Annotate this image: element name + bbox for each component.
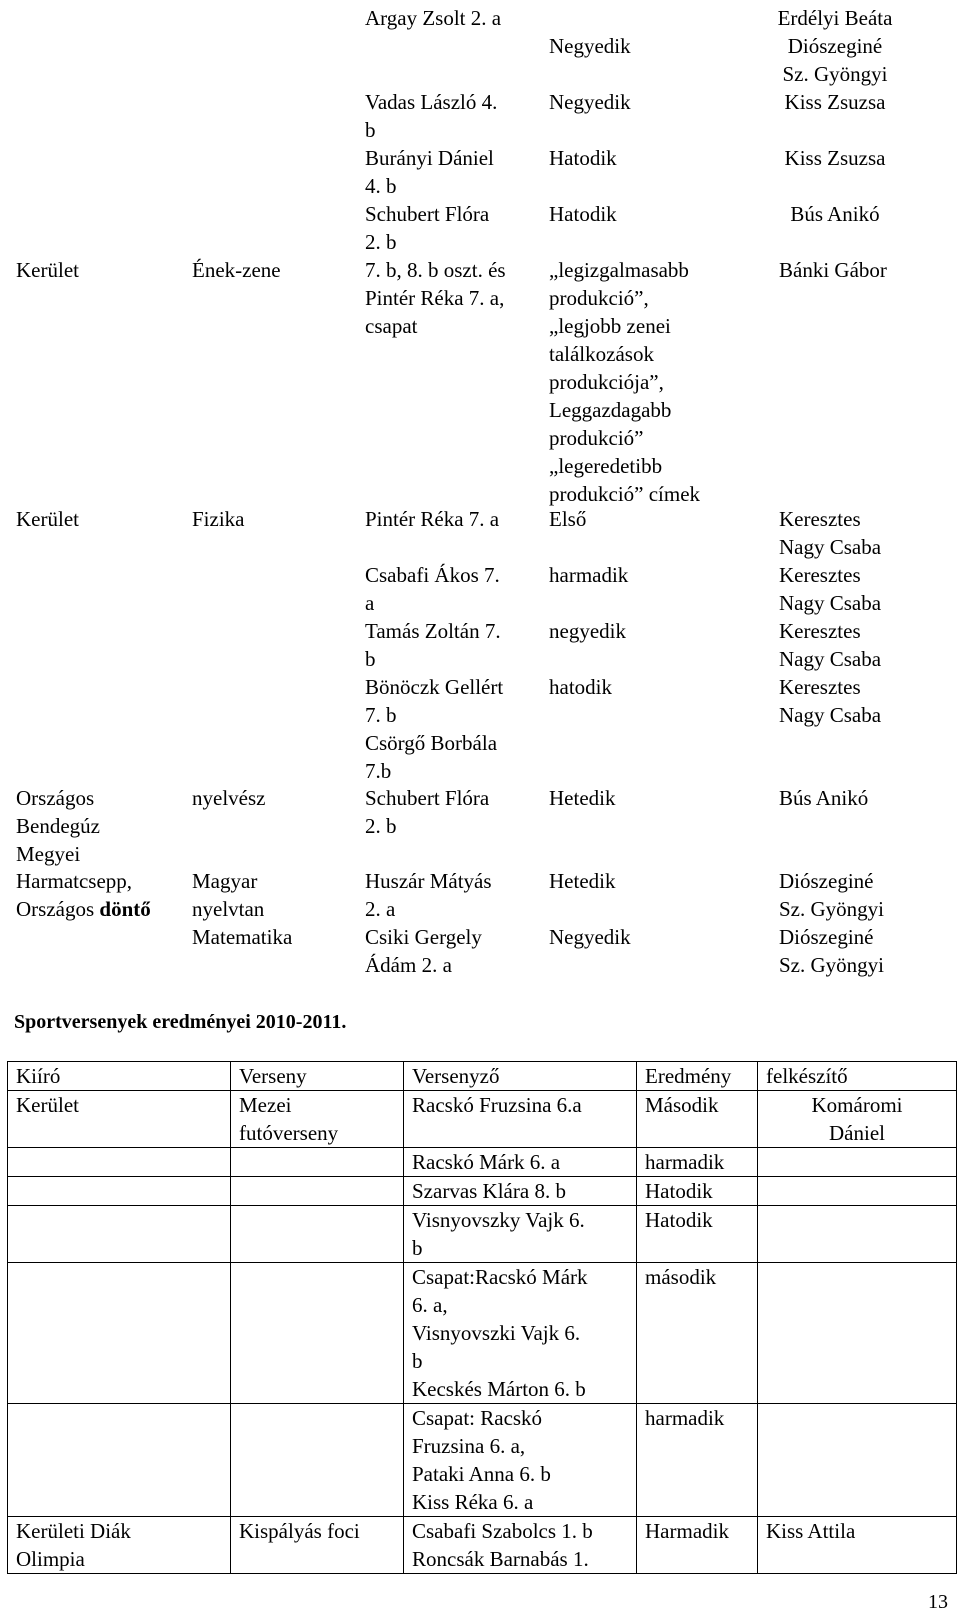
cell-teacher: Bús Anikó [779,786,869,810]
cell-versenyzo: Szarvas Klára 8. b [404,1177,637,1206]
cell-felkeszito [758,1206,957,1263]
cell-kiiro [8,1206,231,1263]
cell-result: negyedik [549,619,626,643]
cell-verseny [231,1206,404,1263]
table-row [8,1206,957,1263]
cell-teacher: Diószeginé Sz. Gyöngyi [779,869,884,921]
cell-kiiro: Kerületi Diák Olimpia [8,1517,231,1574]
table-row [8,1263,957,1404]
cell-result: harmadik [549,563,629,587]
cell-kiiro [8,1148,231,1177]
cell-verseny [231,1263,404,1404]
cell-teacher: Keresztes Nagy Csaba [779,563,882,615]
cell-teacher: Bánki Gábor [779,258,887,282]
cell-felkeszito: Kiss Attila [758,1517,957,1574]
cell-name: Bönöczk Gellért 7. b Csörgő Borbála 7.b [365,675,504,783]
cell-name: Csabafi Ákos 7. a [365,563,500,615]
cell-teacher: Erdélyi Beáta Diószeginé Sz. Gyöngyi [777,6,893,86]
cell-verseny [231,1177,404,1206]
cell-kiiro [8,1177,231,1206]
cell-subject: Matematika [192,925,293,949]
cell-name: Argay Zsolt 2. a [365,6,502,30]
cell-subject: Ének-zene [192,258,281,282]
cell-result: Negyedik [549,90,631,114]
cell-name: Pintér Réka 7. a [365,507,500,531]
cell-versenyzo: Racskó Fruzsina 6.a [404,1091,637,1148]
cell-eredmeny: Hatodik [637,1177,758,1206]
cell-result: „legizgalmasabb produkció”, „legjobb zenei találkozások produkciója”, Leggazdagabb produkció” „legeredetibb produkció” címek [549,258,701,506]
cell-teacher: Keresztes Nagy Csaba [779,619,882,671]
cell-teacher: Diószeginé Sz. Gyöngyi [779,925,884,977]
cell-felkeszito [758,1148,957,1177]
cell-versenyzo: Csapat:Racskó Márk 6. a, Visnyovszki Vajk 6. b Kecskés Márton 6. b [404,1263,637,1404]
table-row [8,1091,957,1148]
cell-teacher: Kiss Zsuzsa [784,90,886,114]
cell-felkeszito: Komáromi Dániel [758,1091,957,1148]
level-text-bold: döntő [99,897,151,921]
cell-subject: Fizika [192,507,245,531]
cell-result: hatodik [549,675,612,699]
header-verseny: Verseny [231,1062,404,1091]
cell-name: Burányi Dániel 4. b [365,146,494,198]
cell-name: Huszár Mátyás 2. a [365,869,492,921]
cell-result: Hatodik [549,202,617,226]
table-row [8,1148,957,1177]
cell-name: Schubert Flóra 2. b [365,202,490,254]
cell-versenyzo: Csabafi Szabolcs 1. b Roncsák Barnabás 1. [404,1517,637,1574]
cell-kiiro [8,1404,231,1517]
cell-teacher: Kiss Zsuzsa [784,146,886,170]
sport-results-table [7,1061,957,1574]
cell-kiiro [8,1263,231,1404]
cell-felkeszito [758,1404,957,1517]
cell-level: Kerület [16,507,79,531]
table-header-row [8,1062,957,1091]
cell-eredmeny: Hatodik [637,1206,758,1263]
cell-eredmeny: Harmadik [637,1517,758,1574]
table-row [8,1177,957,1206]
cell-level [16,867,151,923]
cell-name: Schubert Flóra 2. b [365,786,490,838]
section-heading: Sportversenyek eredményei 2010-2011. [14,1011,347,1033]
header-kiiro: Kiíró [8,1062,231,1091]
cell-eredmeny: harmadik [637,1404,758,1517]
cell-name: Vadas László 4. b [365,90,498,142]
cell-level: Országos Bendegúz Megyei [16,786,100,866]
cell-name: Tamás Zoltán 7. b [365,619,501,671]
level-text: Harmatcsepp, Országos [16,869,133,921]
cell-teacher: Keresztes Nagy Csaba [779,675,882,727]
cell-eredmeny: harmadik [637,1148,758,1177]
cell-verseny [231,1404,404,1517]
cell-versenyzo: Csapat: Racskó Fruzsina 6. a, Pataki Anna 6. b Kiss Réka 6. a [404,1404,637,1517]
cell-felkeszito [758,1263,957,1404]
header-eredmeny: Eredmény [637,1062,758,1091]
cell-subject: Magyar nyelvtan [192,869,265,921]
cell-versenyzo: Racskó Márk 6. a [404,1148,637,1177]
cell-verseny: Kispályás foci [231,1517,404,1574]
header-versenyzo: Versenyző [404,1062,637,1091]
cell-verseny: Mezei futóverseny [231,1091,404,1148]
cell-felkeszito [758,1177,957,1206]
cell-result: Hetedik [549,786,616,810]
cell-result: Negyedik [549,34,631,58]
cell-teacher: Bús Anikó [790,202,880,226]
cell-verseny [231,1148,404,1177]
cell-eredmeny: Második [637,1091,758,1148]
cell-teacher: Keresztes Nagy Csaba [779,507,882,559]
cell-subject: nyelvész [192,786,266,810]
cell-kiiro: Kerület [8,1091,231,1148]
table-row [8,1404,957,1517]
cell-level: Kerület [16,258,79,282]
cell-eredmeny: második [637,1263,758,1404]
cell-name: Csiki Gergely Ádám 2. a [365,925,482,977]
cell-result: Negyedik [549,925,631,949]
header-felkeszito: felkészítő [758,1062,957,1091]
cell-name: 7. b, 8. b oszt. és Pintér Réka 7. a, csapat [365,258,506,338]
cell-result: Hatodik [549,146,617,170]
cell-versenyzo: Visnyovszky Vajk 6. b [404,1206,637,1263]
table-row [8,1517,957,1574]
cell-result: Hetedik [549,869,616,893]
page-number: 13 [928,1591,948,1613]
cell-result: Első [549,507,587,531]
